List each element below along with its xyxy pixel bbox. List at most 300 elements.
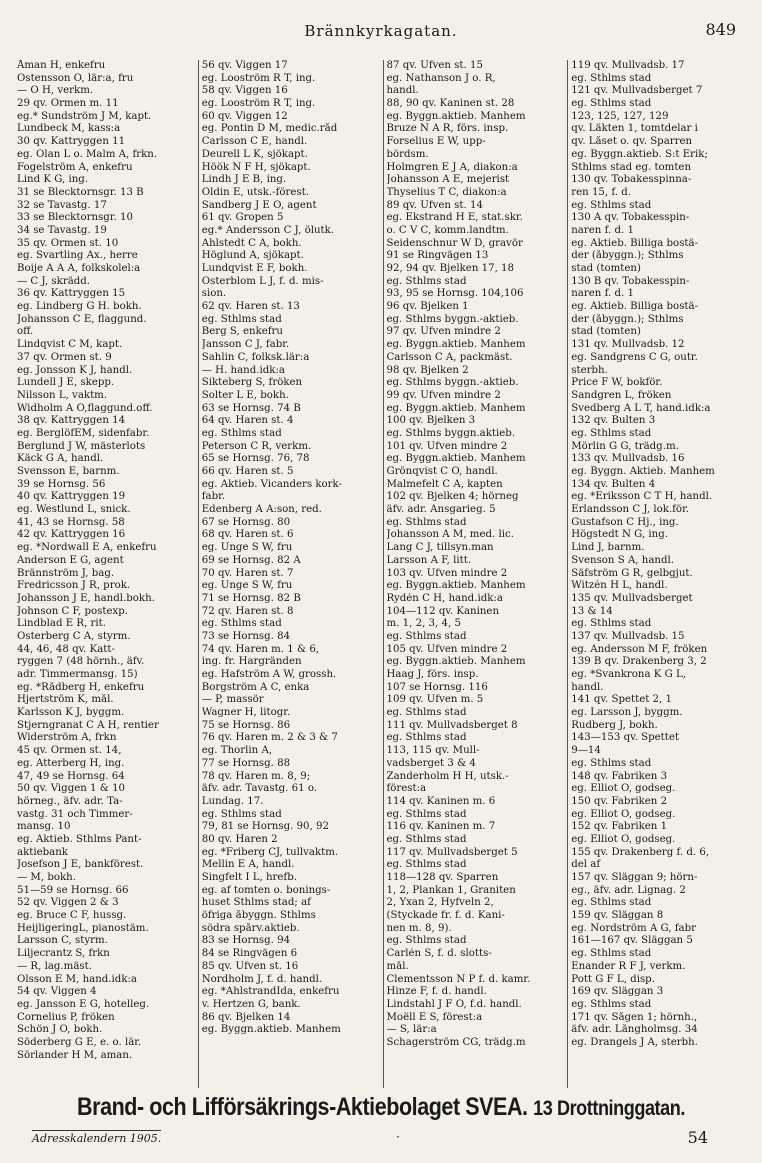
directory-entry: Hjertström K, mål. [17,694,114,706]
directory-entry: 36 qv. Kattryggen 15 [17,288,126,300]
directory-entry: eg. Sthlms stad [571,897,652,909]
directory-entry: 31 se Blecktornsgr. 13 B [17,186,144,198]
advertiser-address: 13 Drottninggatan. [533,1097,685,1120]
directory-entry: — H. hand.idk:a [201,364,285,376]
directory-entry: eg. Sthlms stad [201,618,282,630]
directory-entry: eg. Sandgrens C G, outr. [571,351,698,363]
directory-entry: 51—59 se Hornsg. 66 [17,884,129,896]
directory-entry: 111 qv. Mullvadsberget 8 [386,719,518,731]
directory-entry: 66 qv. Haren st. 5 [201,466,294,477]
directory-entry: Söderberg G E, e. o. lär. [17,1036,142,1048]
directory-entry: off. [17,326,34,338]
directory-entry: 130 A qv. Tobakesspin- [571,212,690,224]
directory-entry: 38 qv. Kattryggen 14 [17,415,126,427]
directory-entry: eg. *AhlstrandIda, enkefru [201,986,340,998]
directory-entry: qv. Läkten 1, tomtdelar i [571,123,698,135]
directory-entry: Svenson S A, handl. [571,554,675,566]
directory-entry: 119 qv. Mullvadsb. 17 [571,60,685,71]
directory-entry: 13 & 14 [571,605,613,617]
directory-entry: 9—14 [571,745,601,757]
directory-entry: hörneg., äfv. adr. Ta- [17,795,123,807]
directory-entry: eg. Sthlms stad [571,948,652,960]
directory-entry: Wagner H, litogr. [201,707,291,719]
directory-entry: eg. Sthlms stad [571,757,652,769]
directory-entry: — O H, verkm. [17,85,94,97]
directory-entry: 72 qv. Haren st. 8 [201,605,294,617]
directory-entry: Schön J O, bokh. [17,1024,103,1036]
directory-entry: Säfström G R, gelbgjut. [571,567,693,579]
directory-entry: sterbh. [571,364,608,376]
directory-entry: 139 B qv. Drakenberg 3, 2 [571,656,707,668]
directory-entry: — P, massör [201,694,264,706]
directory-entry: Nilsson L, vaktm. [17,389,108,401]
directory-entry: 75 se Hornsg. 86 [201,719,291,731]
directory-entry: 102 qv. Bjelken 4; hörneg [386,491,519,503]
directory-entry: eg. Svartling Ax., herre [17,250,138,262]
directory-entry: ren 15, f. d. [571,186,632,198]
directory-entry: — S, lär:a [386,1024,437,1036]
directory-entry: 29 qv. Ormen m. 11 [17,98,119,110]
directory-entry: eg.* Sundström J M, kapt. [17,110,152,122]
directory-entry: 73 se Hornsg. 84 [201,630,291,642]
directory-entry: 32 se Tavastg. 17 [17,199,107,211]
directory-entry: Sörlander H M, aman. [17,1049,133,1061]
directory-entry: Johansson C E, flaggund. [17,313,147,325]
directory-entry: naren f. d. 1 [571,224,634,236]
directory-entry: Seidenschnur W D, gravör [386,237,523,249]
directory-entry: mansg. 10 [17,821,71,833]
page-header [0,18,762,42]
directory-entry: 74 qv. Haren m. 1 & 6, [201,643,320,655]
footer-marker: · [396,1130,400,1144]
directory-entry: 105 qv. Ufven mindre 2 [386,643,508,655]
directory-entry: eg. Sthlms stad [386,935,467,947]
directory-entry: 134 qv. Bulten 4 [571,478,656,490]
directory-entry: Johansson A M, med. lic. [386,529,514,541]
directory-entry: eg. Sthlms stad [571,618,652,630]
directory-entry: 77 se Hornsg. 88 [201,757,291,769]
directory-entry: eg. Sthlms stad [571,998,652,1010]
directory-entry: 96 qv. Bjelken 1 [386,301,469,313]
directory-entry: — M, bokh. [17,872,76,883]
directory-entry: eg. *Svankrona K G L, [571,669,687,680]
directory-entry: ing. fr. Hargränden [201,656,302,668]
directory-entry: 68 qv. Haren st. 6 [201,529,294,541]
directory-entry: Gustafson C Hj., ing. [571,516,679,528]
directory-entry: 64 qv. Haren st. 4 [201,415,294,427]
directory-entry: Karlsson K J, byggm. [17,707,125,719]
directory-entry: öfriga åbyggn. Sthlms [201,910,316,922]
directory-entry: 148 qv. Fabriken 3 [571,770,668,782]
directory-entry: (Styckade fr. f. d. Kani- [386,910,505,922]
directory-entry: 92, 94 qv. Bjelken 17, 18 [386,263,515,274]
directory-entry: 132 qv. Bulten 3 [571,415,656,427]
directory-entry: Mörlin G G, trädg.m. [571,440,679,452]
directory-entry: Ahlstedt C A, bokh. [201,237,302,249]
directory-entry: Carlsson C A, packmäst. [386,351,513,363]
directory-entry: 137 qv. Mullvadsb. 15 [571,630,685,642]
directory-entry: 65 se Hornsg. 76, 78 [201,453,310,465]
directory-entry: eg. Sthlms stad [386,275,467,287]
directory-entry: eg. Ekstrand H E, stat.skr. [386,212,523,224]
directory-entry: sion. [201,288,227,300]
directory-entry: 85 qv. Ufven st. 16 [201,960,299,972]
directory-entry: Hinze F, f. d. handl. [386,986,487,998]
directory-entry: 69 se Hornsg. 82 A [201,554,301,566]
directory-entry: förest:a [386,783,427,795]
directory-entry: Deurell L K, sjökapt. [201,148,308,160]
directory-entry: eg. Sthlms stad [386,833,467,845]
directory-entry: Berglund J W, mästerlots [17,440,146,452]
directory-entry: 152 qv. Fabriken 1 [571,821,668,833]
directory-entry: eg. Sthlms stad [386,732,467,744]
directory-entry: eg. BerglöfEM, sidenfabr. [17,427,150,439]
directory-entry: eg. Larsson J, byggm. [571,707,683,719]
directory-entry: eg. Sthlms stad [386,707,467,719]
directory-entry: eg. Sthlms stad [386,859,467,871]
directory-entry: 113, 115 qv. Mull- [386,745,480,757]
directory-entry: Peterson C R, verkm. [201,440,312,452]
directory-entry: Larsson C, styrm. [17,935,108,947]
directory-entry: der (åbyggn.); Sthlms [571,313,684,325]
directory-entry: der (åbyggn.); Sthlms [571,250,684,262]
directory-entry: Rydén C H, hand.idk:a [386,592,503,604]
directory-entry: Larsson A F, litt. [386,554,472,566]
directory-entry: eg. Unge S W, fru [201,580,293,592]
directory-entry: eg. Drangels J A, sterbh. [571,1036,698,1048]
directory-entry: eg. Pontin D M, medic.råd [201,123,338,135]
directory-column-2 [198,60,383,1088]
directory-entry: 45 qv. Ormen st. 14, [17,745,122,757]
directory-entry: 171 qv. Sågen 1; hörnh., [571,1011,698,1023]
directory-column-4 [567,60,752,1088]
directory-entry: eg.* Andersson C J, ölutk. [201,224,335,236]
directory-entry: eg. Sthlms stad [201,313,282,325]
directory-entry: Cornelius P, fröken [17,1011,115,1023]
directory-entry: Svedberg A L T, hand.idk:a [571,402,711,414]
directory-entry: 116 qv. Kaninen m. 7 [386,821,496,833]
directory-entry: eg. Sthlms stad [571,72,652,84]
directory-entry: eg. Sthlms stad [571,199,652,211]
directory-columns [14,60,752,1088]
directory-entry: bördsm. [386,148,429,160]
advertiser-name: Brand- och Lifförsäkrings-Aktiebolaget SVEA. [77,1093,528,1121]
directory-entry: stad (tomten) [571,326,641,338]
directory-entry: Pott G F L, disp. [571,973,655,985]
directory-entry: Price F W, bokför. [571,377,663,389]
directory-entry: eg. *Nordwall E A, enkefru [17,542,157,554]
directory-entry: Boije A A A, folkskolel:a [17,263,141,274]
directory-entry: 83 se Hornsg. 94 [201,935,291,947]
directory-entry: eg. Aktieb. Billiga bostä- [571,301,699,313]
directory-entry: o. C V C, komm.landtm. [386,224,509,236]
directory-entry: 84 se Ringvägen 6 [201,948,298,960]
directory-entry: 34 se Tavastg. 19 [17,224,107,236]
directory-entry: eg. Nathanson J o. R, [386,72,496,84]
footer-page-number: 54 [687,1128,708,1147]
directory-entry: 47, 49 se Hornsg. 64 [17,770,125,782]
directory-entry: eg. Byggn. Aktieb. Manhem [571,466,715,477]
directory-entry: Grönqvist C O, handl. [386,466,498,477]
directory-entry: — R, lag.mäst. [17,960,92,972]
directory-entry: eg. Elliot O, godseg. [571,833,676,845]
directory-entry: Anderson E G, agent [17,554,124,566]
directory-entry: äfv. adr. Ansgarieg. 5 [386,504,496,516]
directory-entry: Sikteberg S, fröken [201,377,303,389]
directory-entry: Berg S, enkefru [201,326,283,338]
directory-entry: huset Sthlms stad; af [201,897,311,909]
directory-entry: eg. Atterberg H, ing. [17,757,125,769]
directory-entry: 35 qv. Ormen st. 10 [17,237,119,249]
directory-entry: Oldin E, utsk.-förest. [201,186,309,198]
directory-entry: Widholm A O,flaggund.off. [17,402,153,414]
directory-entry: 62 qv. Haren st. 13 [201,301,300,313]
directory-entry: 30 qv. Kattryggen 11 [17,136,126,148]
directory-entry: eg. Olan L o. Malm A, frkn. [17,148,158,160]
directory-entry: eg. Sthlms stad [386,516,467,528]
directory-entry: eg. Bruce C F, hussg. [17,910,127,922]
directory-entry: fabr. [201,491,226,503]
directory-entry: eg. Byggn.aktieb. Manhem [386,339,526,351]
directory-entry: eg. Lindberg G H. bokh. [17,301,142,313]
directory-entry: 114 qv. Kaninen m. 6 [386,795,496,807]
directory-entry: Johnson C F, postexp. [17,605,129,617]
directory-entry: Sthlms stad eg. tomten [571,161,692,173]
directory-entry: Lindblad E R, rit. [17,618,107,630]
directory-entry: 161—167 qv. Släggan 5 [571,935,693,947]
directory-entry: m. 1, 2, 3, 4, 5 [386,618,461,630]
directory-entry: 150 qv. Fabriken 2 [571,795,668,807]
directory-entry: Singfelt I L, hrefb. [201,872,297,883]
directory-entry: eg. Aktieb. Sthlms Pant- [17,833,142,845]
directory-entry: 123, 125, 127, 129 [571,110,669,122]
directory-entry: eg. *Friberg CJ, tullvaktm. [201,846,339,858]
directory-entry: eg. Jonsson K J, handl. [17,364,133,376]
directory-entry: Lindstahl J F O, f.d. handl. [386,998,522,1010]
directory-entry: eg. Jansson E G, hotelleg. [17,998,150,1010]
directory-entry: eg. Thorlin A, [201,745,273,757]
directory-entry: eg. Byggn.aktieb. Manhem [386,656,526,668]
directory-entry: 89 qv. Ufven st. 14 [386,199,483,211]
directory-entry: 130 B qv. Tobakesspin- [571,275,690,287]
directory-entry: äfv. adr. Långholmsg. 34 [571,1024,698,1036]
directory-entry: 155 qv. Drakenberg f. d. 6, [571,846,710,858]
directory-entry: Fredricsson J R, prok. [17,580,131,592]
directory-entry: eg. *Rådberg H, enkefru [17,681,145,693]
directory-entry: 61 qv. Gropen 5 [201,212,284,224]
directory-entry: Bruze N A R, förs. insp. [386,123,509,135]
directory-entry: Högstedt N G, ing. [571,529,668,541]
directory-entry: eg. Sthlms byggn.-aktieb. [386,313,519,325]
directory-entry: handl. [571,681,604,693]
directory-entry: Johansson A E, mejerist [386,174,510,186]
directory-entry: 50 qv. Viggen 1 & 10 [17,783,126,795]
directory-entry: eg. *Eriksson C T H, handl. [571,491,713,503]
directory-entry: eg. Sthlms byggn.-aktieb. [386,377,519,389]
directory-entry: 60 qv. Viggen 12 [201,110,288,122]
directory-entry: mål. [386,960,409,972]
directory-entry: eg. Sthlms stad [201,808,282,820]
directory-entry: del af [571,859,601,871]
directory-entry: 159 qv. Släggan 8 [571,910,664,922]
directory-entry: 98 qv. Bjelken 2 [386,364,469,376]
directory-entry: Moëll E S, förest:a [386,1011,483,1023]
directory-entry: 103 qv. Ufven mindre 2 [386,567,508,579]
directory-entry: Malmefelt C A, kapten [386,478,503,490]
directory-entry: Lundag. 17. [201,795,264,807]
directory-entry: Lundbeck M, kass:a [17,123,121,135]
directory-entry: Edenberg A A:son, red. [201,504,322,516]
advertisement-banner [53,1093,708,1122]
directory-entry: 44, 46, 48 qv. Katt- [17,643,115,655]
directory-entry: eg., äfv. adr. Lignag. 2 [571,884,686,896]
directory-entry: 63 se Hornsg. 74 B [201,402,301,414]
directory-entry: Schagerström CG, trädg.m [386,1036,526,1048]
directory-entry: Rudberg J, bokh. [571,719,658,731]
directory-entry: eg. Westlund L, snick. [17,504,131,516]
directory-entry: 141 qv. Spettet 2, 1 [571,694,672,706]
directory-entry: eg. Sthlms stad [571,98,652,110]
directory-entry: 117 qv. Mullvadsberget 5 [386,846,518,858]
directory-entry: Lang C J, tillsyn.man [386,542,494,554]
directory-entry: eg. Aktieb. Vicanders kork- [201,478,342,490]
directory-entry: 79, 81 se Hornsg. 90, 92 [201,821,329,833]
directory-entry: 42 qv. Kattryggen 16 [17,529,126,541]
directory-entry: Åman H, enkefru [17,60,106,71]
directory-entry: 78 qv. Haren m. 8, 9; [201,770,311,782]
directory-entry: Lind K G, ing. [17,174,89,186]
directory-entry: naren f. d. 1 [571,288,634,300]
directory-entry: Sandgren L, fröken [571,389,672,401]
directory-entry: Carlsson C E, handl. [201,136,308,148]
directory-entry: 109 qv. Ufven m. 5 [386,694,484,706]
directory-entry: Holmgren E J A, diakon:a [386,161,518,173]
directory-entry: 52 qv. Viggen 2 & 3 [17,897,119,909]
directory-entry: 100 qv. Bjelken 3 [386,415,476,427]
directory-entry: Sahlin C, folksk.lär:a [201,351,310,363]
directory-entry: 40 qv. Kattryggen 19 [17,491,126,503]
directory-entry: eg. Sthlms stad [201,427,282,439]
directory-entry: Höök N F H, sjökapt. [201,161,311,173]
directory-entry: Fogelström A, enkefru [17,161,133,173]
directory-entry: eg. Elliot O, godseg. [571,783,676,795]
directory-entry: Liljecrantz S, frkn [17,948,110,960]
directory-entry: Mellin E A, handl. [201,859,295,871]
directory-entry: eg. Byggn.aktieb. Manhem [386,110,526,122]
directory-entry: 41, 43 se Hornsg. 58 [17,516,125,528]
directory-entry: Höglund A, sjökapt. [201,250,304,262]
directory-entry: eg. Nordström A G, fabr [571,922,697,934]
directory-entry: 133 qv. Mullvadsb. 16 [571,453,685,465]
directory-entry: 56 qv. Viggen 17 [201,60,288,71]
directory-entry: 80 qv. Haren 2 [201,833,278,845]
edition-label: Adresskalendern 1905. [32,1132,162,1145]
directory-entry: vastg. 31 och Timmer- [17,808,133,820]
directory-entry: eg. Hafström A W, grossh. [201,669,337,680]
page-footer [24,1130,744,1152]
directory-entry: 37 qv. Ormen st. 9 [17,351,112,363]
directory-entry: Clementsson N P f. d. kamr. [386,973,531,985]
directory-entry: 107 se Hornsg. 116 [386,681,488,693]
directory-entry: Östensson O, lär:a, fru [17,72,134,84]
directory-entry: Sandberg J E O, agent [201,199,317,211]
directory-entry: 86 qv. Bjelken 14 [201,1011,291,1023]
directory-entry: Lundqvist E F, bokh. [201,263,308,274]
directory-entry: 87 qv. Ufven st. 15 [386,60,483,71]
directory-entry: Nordholm J, f. d. handl. [201,973,323,985]
directory-entry: 1, 2, Plankan 1, Graniten [386,884,516,896]
directory-entry: 2, Yxan 2, Hyfveln 2, [386,897,494,909]
directory-entry: nen m. 8, 9). [386,922,452,934]
directory-entry: eg. Sthlms stad [386,630,467,642]
directory-entry: Olsson E M, hand.idk:a [17,973,137,985]
directory-entry: eg. Aktieb. Billiga bostä- [571,237,699,249]
directory-entry: 71 se Hornsg. 82 B [201,592,301,604]
directory-entry: 91 se Ringvägen 13 [386,250,489,262]
directory-entry: Zanderholm H H, utsk.- [386,770,509,782]
directory-entry: 67 se Hornsg. 80 [201,516,291,528]
directory-entry: eg. af tomten o. bonings- [201,884,331,896]
directory-entry: Haag J, förs. insp. [386,669,479,680]
directory-entry: eg. Unge S W, fru [201,542,293,554]
directory-entry: eg. Byggn.aktieb. Manhem [386,580,526,592]
directory-entry: 97 qv. Ufven mindre 2 [386,326,501,338]
directory-entry: Enander R F J, verkm. [571,960,686,972]
directory-entry: Forselius E W, upp- [386,136,486,148]
directory-entry: Brännström J, bag. [17,567,115,579]
directory-entry: 93, 95 se Hornsg. 104,106 [386,288,524,300]
directory-entry: 104—112 qv. Kaninen [386,605,500,617]
directory-entry: eg. Byggn.aktieb. Manhem [386,402,526,414]
directory-entry: 70 qv. Haren st. 7 [201,567,294,579]
directory-entry: äfv. adr. Tavastg. 61 o. [201,783,318,795]
directory-entry: Solter L E, bokh. [201,389,289,401]
directory-entry: vadsberget 3 & 4 [386,757,476,769]
directory-entry: adr. Timmermansg. 15) [17,669,138,680]
directory-entry: Österberg C A, styrm. [17,630,131,642]
directory-entry: stad (tomten) [571,263,641,274]
directory-entry: Käck G A, handl. [17,453,104,465]
directory-entry: eg. Sthlms stad [386,808,467,820]
directory-column-3 [383,60,568,1088]
directory-entry: Erlandsson C J, lok.för. [571,504,690,516]
directory-entry: Widerström A, frkn [17,732,117,744]
directory-entry: Lundell J E, skepp. [17,377,115,389]
directory-entry: 121 qv. Mullvadsberget 7 [571,85,703,97]
directory-entry: eg. Sthlms byggn.aktieb. [386,427,516,439]
directory-entry: Österblom L J, f. d. mis- [201,275,324,287]
directory-entry: — C J, skrädd. [17,275,91,287]
directory-entry: Johansson J E, handl.bokh. [17,592,155,604]
directory-entry: Josefson J E, bankförest. [17,859,144,871]
directory-entry: 101 qv. Ufven mindre 2 [386,440,508,452]
directory-entry: eg. Byggn.aktieb. S:t Erik; [571,148,708,160]
page-number: 849 [705,20,736,39]
directory-entry: 88, 90 qv. Kaninen st. 28 [386,98,515,110]
directory-entry: Svensson E, barnm. [17,466,120,477]
directory-entry: 131 qv. Mullvadsb. 12 [571,339,685,351]
directory-entry: Lindh J E B, ing. [201,174,287,186]
directory-entry: Thyselius T C, diakon:a [386,186,507,198]
directory-entry: HeijligeringL, pianostäm. [17,922,149,934]
directory-entry: handl. [386,85,419,97]
directory-entry: qv. Låset o. qv. Sparren [571,136,693,148]
directory-entry: 76 qv. Haren m. 2 & 3 & 7 [201,732,338,744]
directory-entry: Stjerngranat C A H, rentier [17,719,159,731]
directory-entry: 118—128 qv. Sparren [386,872,499,883]
directory-entry: södra spårv.aktieb. [201,922,300,934]
directory-entry: 135 qv. Mullvadsberget [571,592,693,604]
